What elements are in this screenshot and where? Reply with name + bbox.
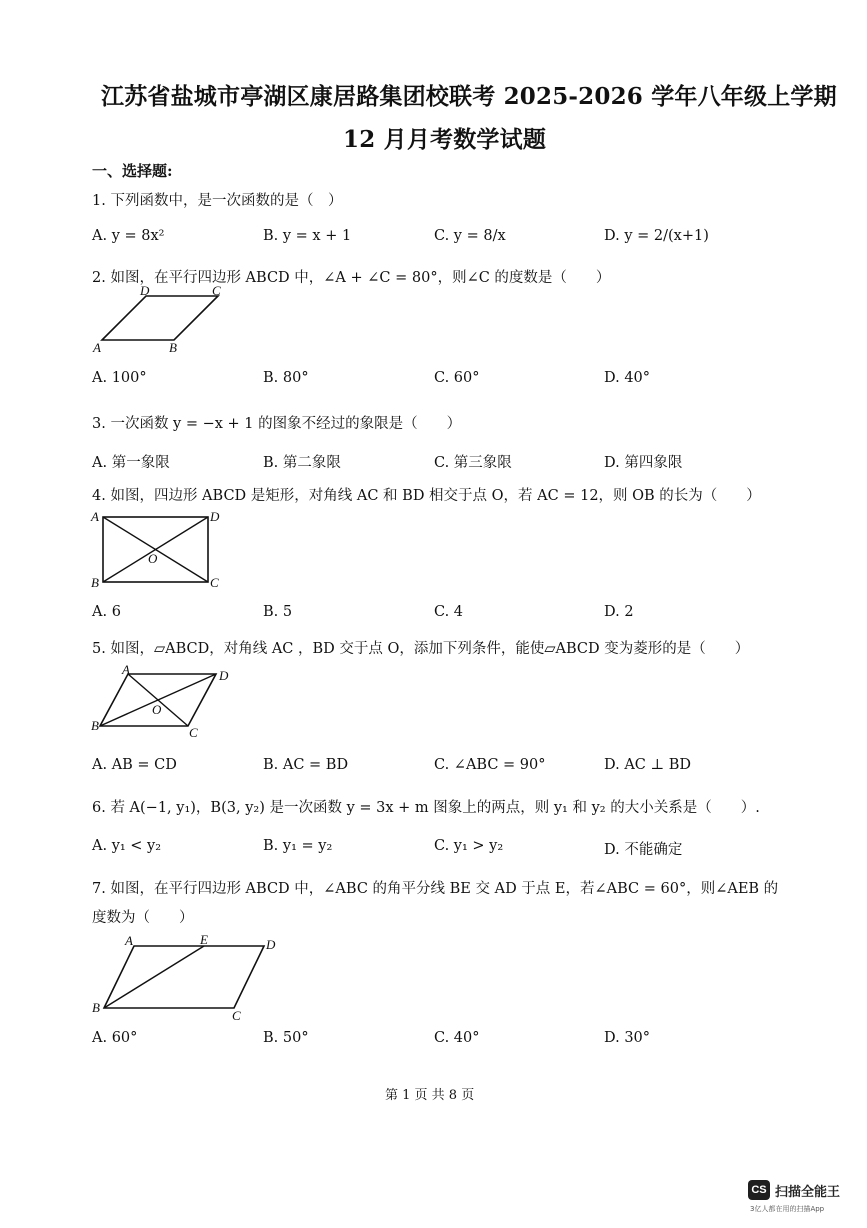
q5-parallelogram-figure xyxy=(88,662,238,742)
question-4: 4. 如图，四边形 ABCD 是矩形，对角线 AC 和 BD 相交于点 O，若 AC = 12，则 OB 的长为（ ） xyxy=(92,488,761,504)
q7-label-c: C xyxy=(232,1008,241,1022)
q2-option-d: D. 40° xyxy=(604,370,651,386)
q4-option-a: A. 6 xyxy=(92,604,121,620)
page-footer: 第 1 页 共 8 页 xyxy=(385,1088,475,1103)
q4-label-c: C xyxy=(210,575,219,590)
title-line-2: 12 月月考数学试题 xyxy=(343,126,547,153)
q5-option-c: C. ∠ABC = 90° xyxy=(434,757,546,773)
q1-option-c: C. y = 8/x xyxy=(434,228,506,244)
watermark-tagline: 3亿人都在用的扫描App xyxy=(750,1205,825,1213)
q5-option-d: D. AC ⊥ BD xyxy=(604,757,692,773)
q7-label-b: B xyxy=(92,1000,100,1015)
q4-option-b: B. 5 xyxy=(263,604,293,620)
q3-option-d: D. 第四象限 xyxy=(604,455,683,471)
question-3: 3. 一次函数 y = −x + 1 的图象不经过的象限是（ ） xyxy=(92,416,462,432)
q1-option-b: B. y = x + 1 xyxy=(263,228,352,244)
question-1: 1. 下列函数中，是一次函数的是（ ） xyxy=(92,193,343,209)
q1-option-a: A. y = 8x² xyxy=(92,228,165,244)
q4-label-a: A xyxy=(91,509,99,524)
q7-option-a: A. 60° xyxy=(92,1030,138,1046)
q2-parallelogram-figure xyxy=(90,284,230,358)
section-heading: 一、选择题: xyxy=(92,162,173,180)
q7-option-b: B. 50° xyxy=(263,1030,309,1046)
q7-label-e: E xyxy=(200,932,208,947)
q2-label-b: B xyxy=(169,340,177,355)
q6-option-d: D. 不能确定 xyxy=(604,842,683,858)
q6-option-b: B. y₁ = y₂ xyxy=(263,838,333,854)
q6-option-c: C. y₁ > y₂ xyxy=(434,838,504,854)
question-5: 5. 如图，▱ABCD，对角线 AC ，BD 交于点 O，添加下列条件，能使▱ABCD 变为菱形的是（ ） xyxy=(92,641,750,657)
q5-label-a: A xyxy=(122,662,130,677)
q5-label-o: O xyxy=(152,702,162,717)
q4-option-c: C. 4 xyxy=(434,604,464,620)
q4-rectangle-figure xyxy=(88,505,228,595)
q7-label-d: D xyxy=(266,937,276,952)
q2-label-c: C xyxy=(212,284,221,298)
q7-option-d: D. 30° xyxy=(604,1030,651,1046)
question-2: 2. 如图，在平行四边形 ABCD 中，∠A + ∠C = 80°，则∠C 的度数是（ ） xyxy=(92,270,611,286)
q2-option-b: B. 80° xyxy=(263,370,309,386)
q2-label-a: A xyxy=(93,340,101,355)
q4-label-o: O xyxy=(148,551,158,566)
q4-label-d: D xyxy=(210,509,220,524)
question-7-cont: 度数为（ ） xyxy=(92,910,194,926)
q2-option-a: A. 100° xyxy=(92,370,147,386)
title-line-1: 江苏省盐城市亭湖区康居路集团校联考 2025-2026 学年八年级上学期 xyxy=(101,83,837,110)
question-6: 6. 若 A(−1, y₁)，B(3, y₂) 是一次函数 y = 3x + m 图象上的两点，则 y₁ 和 y₂ 的大小关系是（ ）. xyxy=(92,800,760,816)
scanner-watermark xyxy=(748,1180,840,1200)
q6-option-a: A. y₁ < y₂ xyxy=(92,838,162,854)
q2-option-c: C. 60° xyxy=(434,370,480,386)
q3-option-c: C. 第三象限 xyxy=(434,455,512,471)
q3-option-b: B. 第二象限 xyxy=(263,455,341,471)
q7-option-c: C. 40° xyxy=(434,1030,480,1046)
q4-option-d: D. 2 xyxy=(604,604,634,620)
camscanner-logo-icon: CS xyxy=(748,1180,770,1200)
watermark-app-name: 扫描全能王 xyxy=(775,1184,841,1200)
q4-label-b: B xyxy=(91,575,99,590)
q7-parallelogram-figure xyxy=(88,932,288,1022)
q3-option-a: A. 第一象限 xyxy=(92,455,170,471)
q7-label-a: A xyxy=(125,933,133,948)
q1-option-d: D. y = 2/(x+1) xyxy=(604,228,709,244)
q5-label-b: B xyxy=(91,718,99,733)
q2-label-d: D xyxy=(140,284,150,298)
q5-label-c: C xyxy=(189,725,198,740)
question-7: 7. 如图，在平行四边形 ABCD 中，∠ABC 的角平分线 BE 交 AD 于点 E，若∠ABC = 60°，则∠AEB 的 xyxy=(92,881,779,897)
q5-option-a: A. AB = CD xyxy=(92,757,177,773)
q5-label-d: D xyxy=(219,668,229,683)
q5-option-b: B. AC = BD xyxy=(263,757,349,773)
